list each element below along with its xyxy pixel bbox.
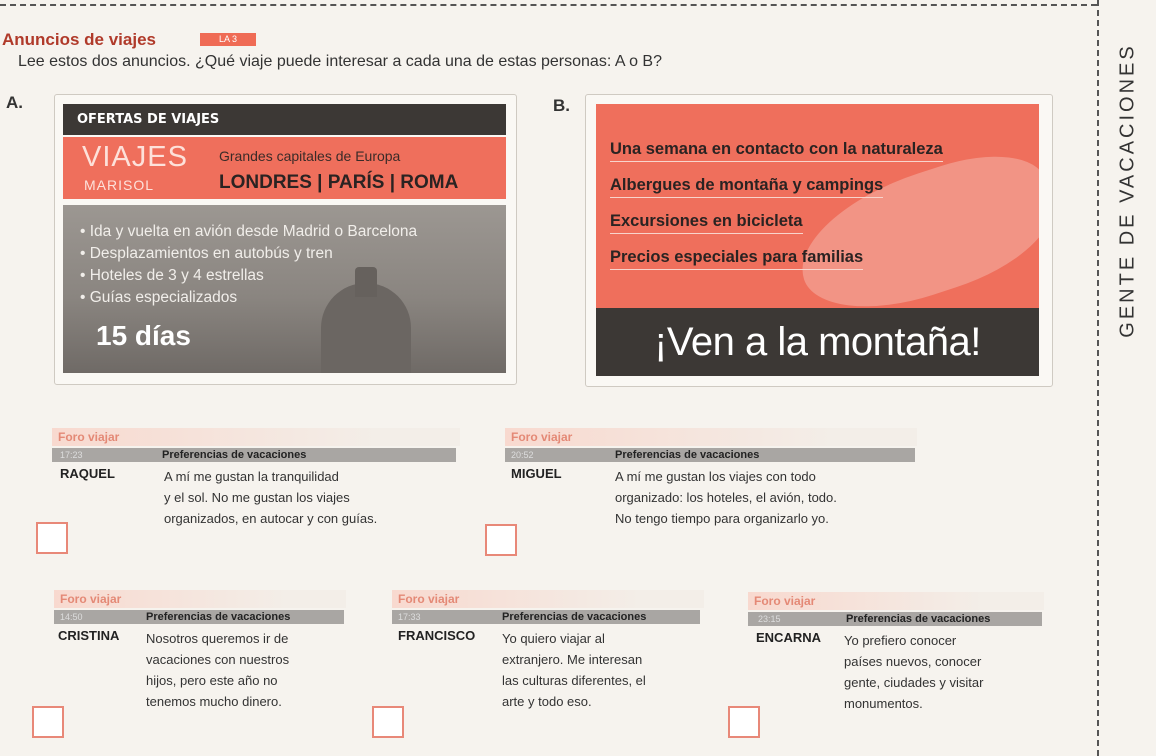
forum-message: Yo prefiero conocer países nuevos, conocer gente, ciudades y visitar monumentos. (844, 633, 984, 711)
instruction-text: Lee estos dos anuncios. ¿Qué viaje puede interesar a cada una de estas personas: A o B? (18, 53, 662, 70)
ad-a-letter: A. (6, 93, 23, 112)
answer-checkbox[interactable] (32, 706, 64, 738)
forum-card-francisco (392, 590, 704, 740)
forum-header: Foro viajar (392, 590, 704, 608)
section-title: Anuncios de viajes (2, 30, 156, 49)
ad-b-slogan: ¡Ven a la montaña! (654, 320, 981, 364)
ad-a-duration: 15 días (96, 320, 191, 351)
ad-a-feature-list (80, 221, 417, 309)
forum-time: 14:50 (60, 612, 83, 622)
forum-header: Foro viajar (52, 428, 460, 446)
forum-card-cristina (54, 590, 346, 740)
answer-checkbox[interactable] (372, 706, 404, 738)
forum-name: FRANCISCO (398, 628, 476, 643)
ad-a-brand-bottom: MARISOL (84, 177, 155, 193)
forum-time: 23:15 (758, 614, 781, 624)
ad-a-header: OFERTAS DE VIAJES (63, 104, 506, 135)
ad-a-feature: • Ida y vuelta en avión desde Madrid o Barcelona (80, 221, 417, 243)
forum-time: 17:23 (60, 450, 83, 460)
top-dashed-border (0, 4, 1097, 6)
ad-b-line: Una semana en contacto con la naturaleza (610, 140, 943, 162)
forum-name: CRISTINA (58, 628, 120, 643)
forum-time: 20:52 (511, 450, 534, 460)
forum-card-raquel (52, 428, 460, 558)
ad-a-brand-top: VIAJES (82, 141, 188, 173)
ad-b-letter: B. (553, 96, 570, 115)
forum-header: Foro viajar (54, 590, 346, 608)
section-badge: LA 3 (200, 33, 256, 46)
forum-subject: Preferencias de vacaciones (146, 611, 291, 623)
forum-message: A mí me gustan los viajes con todo organizado: los hoteles, el avión, todo. No tengo tiempo para organizarlo yo. (615, 469, 837, 526)
forum-time: 17:33 (398, 612, 421, 622)
answer-checkbox[interactable] (485, 524, 517, 556)
ad-b-line: Albergues de montaña y campings (610, 176, 883, 198)
ad-a-cities: LONDRES | PARÍS | ROMA (219, 172, 459, 193)
forum-message: A mí me gustan la tranquilidad y el sol. No me gustan los viajes organizados, en autocar y con guías. (164, 469, 378, 526)
answer-checkbox[interactable] (728, 706, 760, 738)
mountain-shape (784, 137, 1039, 308)
ad-a-subtitle: Grandes capitales de Europa (219, 148, 401, 164)
side-label: GENTE DE VACACIONES (1116, 42, 1139, 338)
forum-card-miguel (505, 428, 917, 558)
forum-name: ENCARNA (756, 630, 821, 645)
ad-b-line: Precios especiales para familias (610, 248, 863, 270)
forum-message: Nosotros queremos ir de vacaciones con nuestros hijos, pero este año no tenemos mucho dinero. (146, 631, 290, 709)
answer-checkbox[interactable] (36, 522, 68, 554)
right-dashed-border (1097, 0, 1099, 756)
forum-name: RAQUEL (60, 466, 115, 481)
forum-header: Foro viajar (505, 428, 917, 446)
forum-subject: Preferencias de vacaciones (846, 613, 991, 625)
forum-name: MIGUEL (511, 466, 562, 481)
forum-message: Yo quiero viajar al extranjero. Me interesan las culturas diferentes, el arte y todo eso. (502, 631, 646, 709)
ad-a-feature: • Hoteles de 3 y 4 estrellas (80, 265, 417, 287)
ad-b-background (596, 104, 1039, 308)
forum-subject: Preferencias de vacaciones (502, 611, 647, 623)
forum-card-encarna (748, 592, 1044, 742)
forum-subject: Preferencias de vacaciones (615, 449, 760, 461)
ad-a-feature: • Desplazamientos en autobús y tren (80, 243, 417, 265)
forum-header: Foro viajar (748, 592, 1044, 610)
ad-a-feature: • Guías especializados (80, 287, 417, 309)
forum-subject: Preferencias de vacaciones (162, 449, 307, 461)
ad-b-line: Excursiones en bicicleta (610, 212, 803, 234)
